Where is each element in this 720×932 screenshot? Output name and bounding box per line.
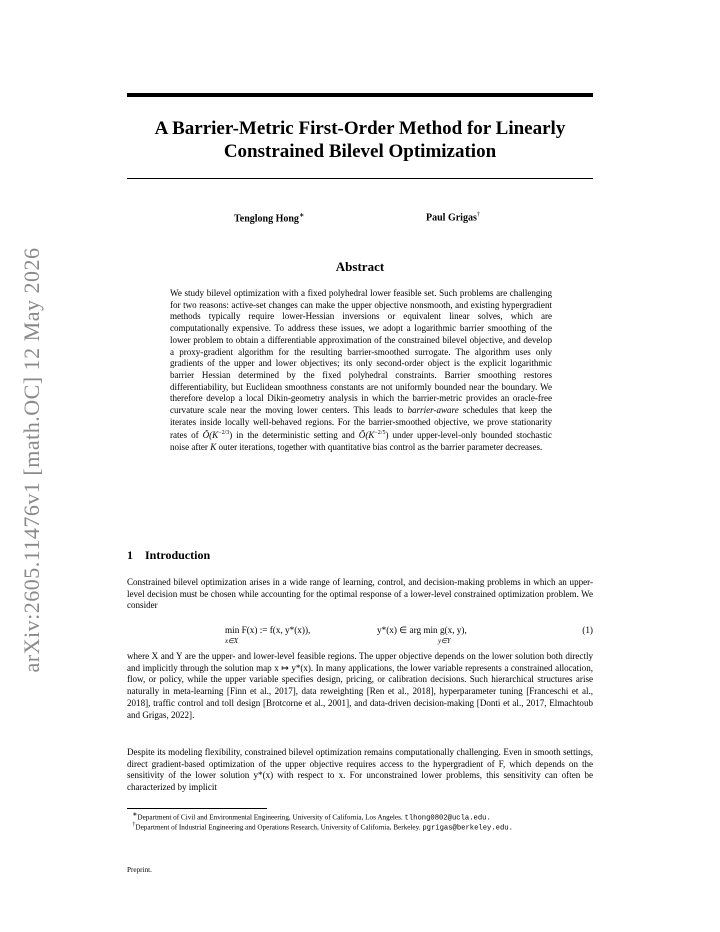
- abstract-text-3: ) in the deterministic setting and: [229, 430, 355, 441]
- equation-lhs-subscript: x∈X: [225, 638, 239, 645]
- title-line-1: A Barrier-Metric First-Order Method for Linearly: [154, 118, 566, 139]
- paper-title: [127, 117, 593, 163]
- footnote-2-text: Department of Industrial Engineering and Operations Research, University of California, Berkeley.: [135, 823, 421, 832]
- footnote-2: †Department of Industrial Engineering and Operations Research, University of California, Berkeley. pgrigas@berkeley.edu.: [132, 822, 513, 833]
- intro-paragraph-2: where X and Y are the upper- and lower-level feasible regions. The upper objective depends on the lower solution both directly and implicitly through the solution map x ↦ y*(x). In many applications, the lower variable represents a constrained allocation, flow, or policy, while the upper variable specifies design, pricing, or calibration decisions. Such hierarchical structures arise naturally in meta-learning [Finn et al., 2017], data reweighting [Ren et al., 2018], hyperparameter tuning [Franceschi et al., 2018], traffic control and toll design [Brotcorne et al., 2001], and data-driven decision-making [Donti et al., 2017, Elmachtoub and Grigas, 2022].: [127, 651, 593, 720]
- intro-paragraph-3: Despite its modeling flexibility, constrained bilevel optimization remains computationally challenging. Even in smooth settings, direct gradient-based optimization of the upper objective requires access to the hypergradient of F, which depends on the sensitivity of the lower solution y*(x) with respect to x. For unconstrained lower problems, this sensitivity can often be characterized by implicit: [127, 747, 593, 793]
- abstract-body: [170, 288, 552, 454]
- title-top-rule: [127, 93, 593, 97]
- section-title: Introduction: [145, 548, 211, 562]
- abstract-heading: Abstract: [335, 259, 385, 274]
- intro-paragraph-1: Constrained bilevel optimization arises in a wide range of learning, control, and decision-making problems in which an upper-level decision must be chosen while accounting for the optimal response of a lower-level constrained optimization problem. We consider: [127, 577, 593, 611]
- abstract-kvar: K: [210, 442, 217, 453]
- rate-deterministic: $Õ(K^{-2/3}$: [202, 430, 230, 441]
- author-2-name: Paul Grigas: [426, 212, 477, 224]
- title-line-2: Constrained Bilevel Optimization: [223, 141, 497, 162]
- footnote-2-email: pgrigas@berkeley.edu.: [422, 824, 513, 833]
- author-1: [234, 211, 304, 224]
- section-number: 1: [127, 548, 133, 562]
- footnote-1-text: Department of Civil and Environmental Engineering, University of California, Los Angeles.: [137, 813, 403, 822]
- section-heading: [127, 548, 210, 563]
- author-1-mark: ∗: [298, 212, 305, 219]
- footnote-1: ∗Department of Civil and Environmental Engineering, University of California, Los Angeles. tlhong0802@ucla.edu.: [132, 812, 491, 823]
- abstract-text-4: ) under upper-level-only bounded stochastic noise after: [170, 430, 552, 453]
- equation-rhs-subscript: y∈Y: [438, 638, 451, 645]
- equation-lhs: min F(x) := f(x, y*(x)),: [225, 625, 311, 635]
- equation-rhs: y*(x) ∈ arg min g(x, y),: [377, 625, 467, 635]
- equation-number: (1): [582, 625, 593, 635]
- title-bottom-rule: [127, 178, 593, 179]
- author-1-name: Tenglong Hong: [234, 213, 299, 225]
- rate-stochastic: $Õ(K^{-2/5}$: [358, 430, 386, 441]
- abstract-text-1: We study bilevel optimization with a fixed polyhedral lower feasible set. Such problems are challenging for two reasons: active-set changes can make the upper objective nonsmooth, and existing hypergradient methods typically require lower-Hessian inversions or equivalent linear solves, which are computationally expensive. To address these issues, we adopt a logarithmic barrier smoothing of the lower problem to obtain a differentiable approximation of the constrained bilevel objective, and develop a proxy-gradient algorithm for the resulting barrier-smoothed surrogate. The algorithm uses only gradients of the upper and lower objectives; its only second-order object is the explicit logarithmic barrier Hessian determined by the fixed polyhedral constraints. Barrier smoothing restores differentiability, but Euclidean smoothness constants are not uniformly bounded near the boundary. We therefore develop a local Dikin-geometry analysis in which the barrier-metric provides an oracle-free curvature scale near the moving lower centers. This leads to: [170, 288, 552, 416]
- footnote-1-email: tlhong0802@ucla.edu.: [404, 814, 491, 823]
- preprint-label: Preprint.: [127, 866, 152, 874]
- arxiv-identifier: arXiv:2605.11476v1 [math.OC] 12 May 2026: [19, 247, 44, 673]
- equation-1: [127, 622, 593, 648]
- author-2: [426, 211, 480, 223]
- arxiv-sidebar: [14, 225, 50, 695]
- abstract-text-2: schedules that keep the iterates inside locally well-behaved regions. For the barrier-smoothed objective, we prove stationarity rates of: [170, 405, 553, 441]
- abstract-text-5: outer iterations, together with quantitative bias control as the barrier parameter decreases.: [218, 442, 543, 453]
- footnote-rule: [127, 808, 267, 809]
- abstract-italic: barrier-aware: [407, 405, 459, 416]
- author-2-mark: †: [476, 211, 481, 218]
